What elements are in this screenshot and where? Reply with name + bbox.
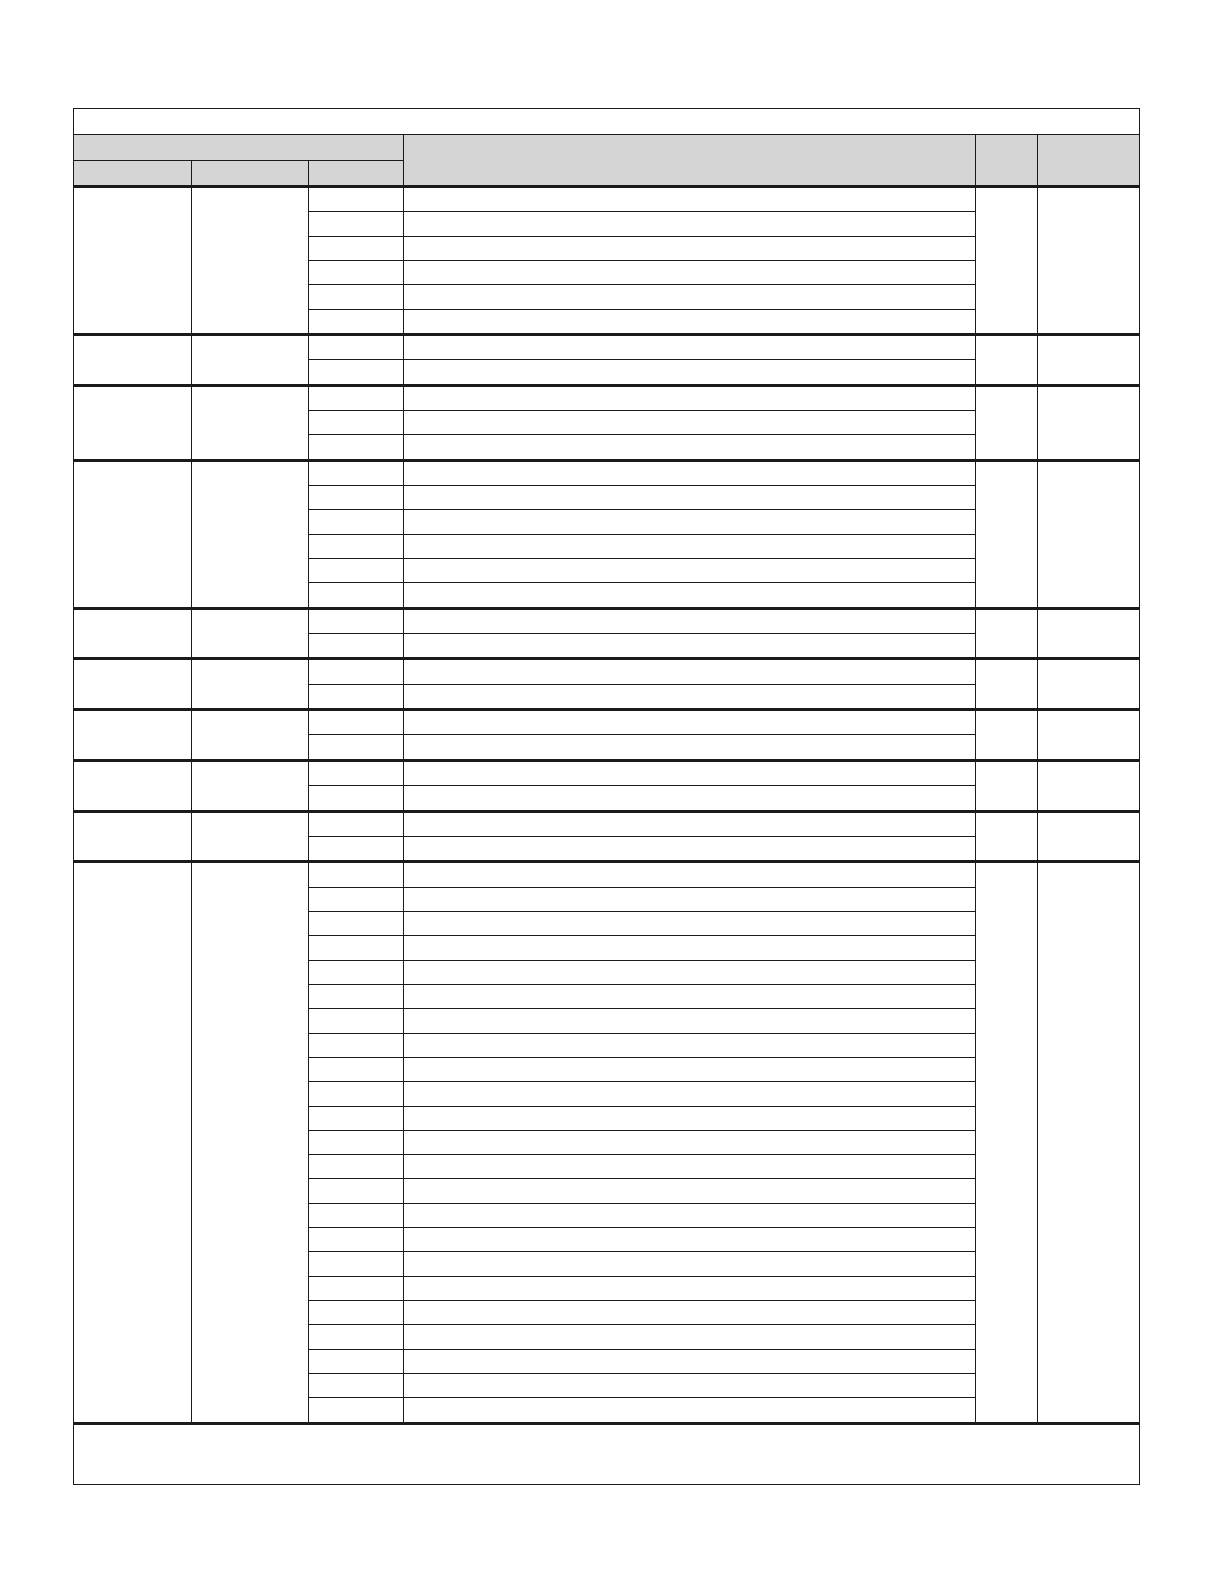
- item-description-cell: [404, 1203, 976, 1227]
- item-cell-col3: [309, 936, 404, 960]
- item-description-cell: [404, 1155, 976, 1179]
- item-cell-col3: [309, 1033, 404, 1057]
- group-cell-col5: [976, 710, 1038, 761]
- group-cell-col1: [74, 385, 192, 460]
- group-cell-col5: [976, 811, 1038, 862]
- item-description-cell: [404, 936, 976, 960]
- group-cell-col6: [1038, 335, 1140, 386]
- item-description-cell: [404, 684, 976, 709]
- item-description-cell: [404, 1374, 976, 1398]
- item-description-cell: [404, 1106, 976, 1130]
- item-cell-col3: [309, 510, 404, 534]
- group-cell-col1: [74, 710, 192, 761]
- group-cell-col1: [74, 608, 192, 659]
- item-description-cell: [404, 187, 976, 212]
- item-cell-col3: [309, 811, 404, 836]
- item-description-cell: [404, 534, 976, 558]
- table-row: [74, 187, 1140, 212]
- item-description-cell: [404, 261, 976, 285]
- item-description-cell: [404, 236, 976, 260]
- item-description-cell: [404, 786, 976, 811]
- item-cell-col3: [309, 534, 404, 558]
- item-cell-col3: [309, 385, 404, 410]
- item-description-cell: [404, 1252, 976, 1276]
- item-description-cell: [404, 634, 976, 659]
- group-cell-col1: [74, 659, 192, 710]
- header-col3: [309, 160, 404, 186]
- item-cell-col3: [309, 1228, 404, 1252]
- header-col2: [192, 160, 309, 186]
- group-cell-col1: [74, 335, 192, 386]
- item-description-cell: [404, 1276, 976, 1300]
- item-description-cell: [404, 735, 976, 760]
- form-table: [73, 108, 1140, 1485]
- item-description-cell: [404, 887, 976, 911]
- item-description-cell: [404, 309, 976, 334]
- item-cell-col3: [309, 1325, 404, 1349]
- group-cell-col5: [976, 385, 1038, 460]
- item-description-cell: [404, 411, 976, 435]
- form-title: [74, 109, 1140, 135]
- item-description-cell: [404, 360, 976, 385]
- item-cell-col3: [309, 1252, 404, 1276]
- item-description-cell: [404, 1228, 976, 1252]
- item-description-cell: [404, 960, 976, 984]
- item-description-cell: [404, 1057, 976, 1081]
- table-row: [74, 608, 1140, 633]
- group-cell-col2: [192, 460, 309, 608]
- group-cell-col6: [1038, 608, 1140, 659]
- group-cell-col5: [976, 659, 1038, 710]
- item-description-cell: [404, 510, 976, 534]
- item-cell-col3: [309, 786, 404, 811]
- table-row: [74, 760, 1140, 785]
- group-cell-col1: [74, 460, 192, 608]
- item-cell-col3: [309, 1082, 404, 1106]
- item-cell-col3: [309, 309, 404, 334]
- group-cell-col5: [976, 187, 1038, 335]
- item-cell-col3: [309, 1398, 404, 1423]
- item-description-cell: [404, 836, 976, 861]
- group-cell-col2: [192, 335, 309, 386]
- table-row: [74, 862, 1140, 887]
- item-cell-col3: [309, 911, 404, 935]
- item-description-cell: [404, 984, 976, 1008]
- item-description-cell: [404, 1082, 976, 1106]
- item-cell-col3: [309, 212, 404, 236]
- item-description-cell: [404, 285, 976, 309]
- item-cell-col3: [309, 435, 404, 460]
- item-description-cell: [404, 1130, 976, 1154]
- table-row: [74, 811, 1140, 836]
- group-cell-col2: [192, 862, 309, 1424]
- group-cell-col6: [1038, 710, 1140, 761]
- item-description-cell: [404, 1179, 976, 1203]
- group-cell-col6: [1038, 659, 1140, 710]
- item-cell-col3: [309, 1276, 404, 1300]
- item-description-cell: [404, 1349, 976, 1373]
- item-description-cell: [404, 608, 976, 633]
- item-cell-col3: [309, 960, 404, 984]
- item-description-cell: [404, 1009, 976, 1033]
- item-cell-col3: [309, 559, 404, 583]
- item-cell-col3: [309, 710, 404, 735]
- item-description-cell: [404, 335, 976, 360]
- group-cell-col1: [74, 760, 192, 811]
- item-cell-col3: [309, 1057, 404, 1081]
- item-cell-col3: [309, 460, 404, 485]
- item-cell-col3: [309, 1301, 404, 1325]
- item-description-cell: [404, 486, 976, 510]
- item-description-cell: [404, 1398, 976, 1423]
- group-cell-col5: [976, 760, 1038, 811]
- form-footer: [74, 1423, 1140, 1484]
- group-cell-col1: [74, 811, 192, 862]
- group-cell-col5: [976, 335, 1038, 386]
- item-cell-col3: [309, 684, 404, 709]
- group-cell-col5: [976, 460, 1038, 608]
- group-cell-col5: [976, 608, 1038, 659]
- item-description-cell: [404, 760, 976, 785]
- item-cell-col3: [309, 583, 404, 608]
- table-row: [74, 335, 1140, 360]
- item-cell-col3: [309, 659, 404, 684]
- item-cell-col3: [309, 486, 404, 510]
- item-cell-col3: [309, 1106, 404, 1130]
- item-cell-col3: [309, 360, 404, 385]
- item-cell-col3: [309, 608, 404, 633]
- item-cell-col3: [309, 735, 404, 760]
- item-cell-col3: [309, 1130, 404, 1154]
- item-description-cell: [404, 710, 976, 735]
- item-description-cell: [404, 811, 976, 836]
- item-description-cell: [404, 435, 976, 460]
- group-cell-col1: [74, 862, 192, 1424]
- item-cell-col3: [309, 1179, 404, 1203]
- group-cell-col6: [1038, 385, 1140, 460]
- item-cell-col3: [309, 285, 404, 309]
- item-description-cell: [404, 1301, 976, 1325]
- group-cell-col5: [976, 862, 1038, 1424]
- group-cell-col6: [1038, 187, 1140, 335]
- item-cell-col3: [309, 1155, 404, 1179]
- item-cell-col3: [309, 1009, 404, 1033]
- item-description-cell: [404, 659, 976, 684]
- item-description-cell: [404, 1325, 976, 1349]
- item-cell-col3: [309, 862, 404, 887]
- table-row: [74, 385, 1140, 410]
- item-cell-col3: [309, 984, 404, 1008]
- item-cell-col3: [309, 887, 404, 911]
- group-cell-col6: [1038, 760, 1140, 811]
- group-cell-col2: [192, 608, 309, 659]
- header-group-label: [74, 135, 404, 160]
- item-cell-col3: [309, 411, 404, 435]
- item-description-cell: [404, 559, 976, 583]
- item-description-cell: [404, 460, 976, 485]
- item-cell-col3: [309, 1349, 404, 1373]
- table-row: [74, 659, 1140, 684]
- group-cell-col1: [74, 187, 192, 335]
- item-description-cell: [404, 212, 976, 236]
- header-col5: [976, 135, 1038, 187]
- table-row: [74, 710, 1140, 735]
- group-cell-col2: [192, 710, 309, 761]
- item-cell-col3: [309, 335, 404, 360]
- group-cell-col2: [192, 187, 309, 335]
- item-cell-col3: [309, 236, 404, 260]
- header-col6: [1038, 135, 1140, 187]
- header-description: [404, 135, 976, 187]
- item-cell-col3: [309, 1203, 404, 1227]
- item-description-cell: [404, 862, 976, 887]
- item-description-cell: [404, 583, 976, 608]
- group-cell-col2: [192, 385, 309, 460]
- item-cell-col3: [309, 261, 404, 285]
- item-cell-col3: [309, 760, 404, 785]
- group-cell-col6: [1038, 811, 1140, 862]
- item-cell-col3: [309, 634, 404, 659]
- group-cell-col6: [1038, 862, 1140, 1424]
- group-cell-col2: [192, 659, 309, 710]
- table-row: [74, 460, 1140, 485]
- item-description-cell: [404, 911, 976, 935]
- group-cell-col2: [192, 760, 309, 811]
- item-cell-col3: [309, 836, 404, 861]
- item-cell-col3: [309, 1374, 404, 1398]
- header-col1: [74, 160, 192, 186]
- group-cell-col6: [1038, 460, 1140, 608]
- item-description-cell: [404, 1033, 976, 1057]
- form-container: [73, 108, 1139, 1485]
- item-description-cell: [404, 385, 976, 410]
- item-cell-col3: [309, 187, 404, 212]
- group-cell-col2: [192, 811, 309, 862]
